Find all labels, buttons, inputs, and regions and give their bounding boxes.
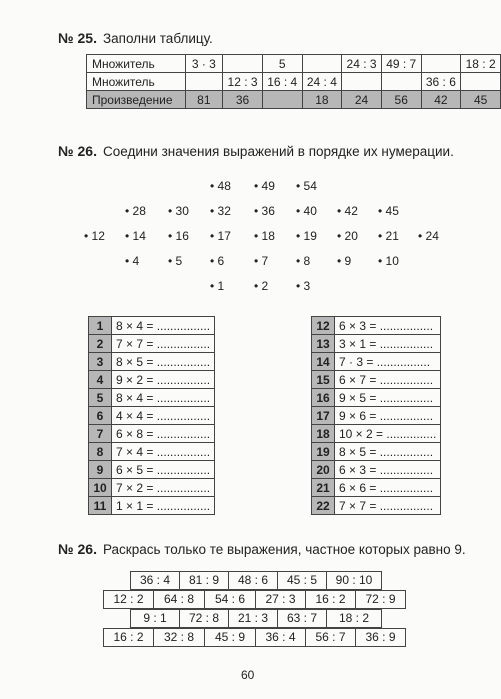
expression[interactable]: 3 × 1 = ................ <box>335 335 441 353</box>
dot-point[interactable]: • 32 <box>210 204 231 218</box>
row-number: 11 <box>89 497 112 515</box>
expression[interactable]: 6 × 3 = ................ <box>335 461 441 479</box>
table-row-multiplier-1 <box>87 55 501 73</box>
expression[interactable]: 10 × 2 = ............... <box>335 425 441 443</box>
dot-point[interactable]: • 20 <box>337 229 358 243</box>
dot-point[interactable]: • 2 <box>254 279 269 293</box>
division-cell[interactable]: 16 : 2 <box>305 590 356 609</box>
task-25-number: № 25. <box>58 30 97 46</box>
table-cell[interactable] <box>342 73 382 91</box>
table-row <box>89 443 215 461</box>
row-number: 2 <box>89 335 112 353</box>
dot-point[interactable]: • 19 <box>296 229 317 243</box>
expression[interactable]: 4 × 4 = ................ <box>112 407 215 425</box>
dot-point[interactable]: • 14 <box>125 229 146 243</box>
dot-point[interactable]: • 40 <box>296 204 317 218</box>
division-cell[interactable]: 9 : 1 <box>130 609 180 628</box>
row-number: 4 <box>89 371 112 389</box>
table-cell[interactable]: 81 <box>185 91 223 109</box>
expression[interactable]: 8 × 5 = ................ <box>112 353 215 371</box>
row-number: 6 <box>89 407 112 425</box>
table-row <box>312 317 441 335</box>
table-row <box>89 317 215 335</box>
row-number: 15 <box>312 371 335 389</box>
expression[interactable]: 6 × 6 = ................ <box>335 479 441 497</box>
table-row <box>89 389 215 407</box>
dot-point[interactable]: • 30 <box>168 204 189 218</box>
expression[interactable]: 7 × 4 = ................ <box>112 443 215 461</box>
page-number: 60 <box>241 668 255 682</box>
dot-point[interactable]: • 36 <box>254 204 275 218</box>
table-cell[interactable]: 36 <box>223 91 263 109</box>
division-cell[interactable]: 56 : 7 <box>305 628 356 647</box>
division-row-3 <box>131 609 382 628</box>
division-cell[interactable]: 64 : 8 <box>153 590 205 609</box>
row-label: Множитель <box>87 73 186 91</box>
table-row <box>312 371 441 389</box>
task-26b-title: Раскрась только те выражения, частное которых равно 9. <box>102 542 466 557</box>
table-cell[interactable] <box>185 73 223 91</box>
dot-point[interactable]: • 7 <box>254 254 269 268</box>
task-26b-heading <box>58 541 466 557</box>
table-row <box>312 425 441 443</box>
expression[interactable]: 9 × 6 = ................ <box>335 407 441 425</box>
task-26a-number: № 26. <box>58 143 97 159</box>
division-cell[interactable]: 36 : 9 <box>355 628 406 647</box>
table-cell[interactable] <box>421 55 461 73</box>
table-row <box>312 479 441 497</box>
row-label: Произведение <box>87 91 186 109</box>
row-number: 1 <box>89 317 112 335</box>
table-cell[interactable]: 36 : 6 <box>421 73 461 91</box>
expression[interactable]: 7 × 2 = ................ <box>112 479 215 497</box>
division-row-1 <box>131 571 382 590</box>
row-number: 22 <box>312 497 335 515</box>
table-row <box>89 353 215 371</box>
dot-point[interactable]: • 10 <box>378 254 399 268</box>
table-row <box>312 461 441 479</box>
division-cell[interactable]: 12 : 2 <box>103 590 154 609</box>
row-number: 14 <box>312 353 335 371</box>
task-26a-heading <box>58 143 454 159</box>
division-cell[interactable]: 27 : 3 <box>255 590 306 609</box>
dot-point[interactable]: • 54 <box>296 179 317 193</box>
table-row <box>312 389 441 407</box>
table-cell[interactable]: 18 <box>302 91 342 109</box>
table-cell[interactable] <box>461 73 501 91</box>
table-row <box>89 407 215 425</box>
dot-point[interactable]: • 6 <box>210 254 225 268</box>
row-number: 5 <box>89 389 112 407</box>
row-number: 18 <box>312 425 335 443</box>
dot-point[interactable]: • 42 <box>337 204 358 218</box>
dot-point[interactable]: • 45 <box>378 204 399 218</box>
table-row <box>312 497 441 515</box>
expression[interactable]: 6 × 3 = ................ <box>335 317 441 335</box>
task-25-table <box>86 54 501 109</box>
table-row <box>89 425 215 443</box>
row-number: 13 <box>312 335 335 353</box>
division-row-4 <box>104 628 406 647</box>
task-26a-title: Соедини значения выражений в порядке их нумерации. <box>102 144 454 159</box>
dot-point[interactable]: • 24 <box>418 229 439 243</box>
division-cell[interactable]: 45 : 9 <box>204 628 256 647</box>
row-number: 20 <box>312 461 335 479</box>
task-25-title: Заполни таблицу. <box>102 31 213 46</box>
division-cell[interactable]: 54 : 6 <box>204 590 256 609</box>
expression[interactable]: 1 × 1 = ................ <box>112 497 215 515</box>
table-row <box>89 461 215 479</box>
row-number: 7 <box>89 425 112 443</box>
dot-point[interactable]: • 8 <box>296 254 311 268</box>
table-cell[interactable]: 24 : 4 <box>302 73 342 91</box>
table-row <box>312 443 441 461</box>
row-number: 17 <box>312 407 335 425</box>
table-cell[interactable] <box>381 73 421 91</box>
division-cell[interactable]: 81 : 9 <box>179 571 229 590</box>
row-number: 9 <box>89 461 112 479</box>
division-cell[interactable]: 36 : 4 <box>255 628 306 647</box>
table-row <box>89 479 215 497</box>
division-cell[interactable]: 21 : 3 <box>228 609 278 628</box>
row-number: 10 <box>89 479 112 497</box>
expression[interactable]: 9 × 2 = ................ <box>112 371 215 389</box>
table-row-multiplier-2 <box>87 73 501 91</box>
expression[interactable]: 8 × 4 = ................ <box>112 317 215 335</box>
table-cell[interactable]: 56 <box>381 91 421 109</box>
row-number: 3 <box>89 353 112 371</box>
table-row <box>312 353 441 371</box>
dot-point[interactable]: • 48 <box>210 179 231 193</box>
division-cell[interactable]: 72 : 9 <box>355 590 406 609</box>
table-cell[interactable]: 45 <box>461 91 501 109</box>
table-cell[interactable]: 24 <box>342 91 382 109</box>
table-row <box>89 335 215 353</box>
task-25-heading <box>58 30 213 46</box>
expressions-table-right <box>311 316 441 515</box>
expressions-table-left <box>88 316 215 515</box>
dot-point[interactable]: • 49 <box>254 179 275 193</box>
dot-point[interactable]: • 18 <box>254 229 275 243</box>
division-cell[interactable]: 72 : 8 <box>179 609 229 628</box>
dot-point[interactable]: • 16 <box>168 229 189 243</box>
division-cell[interactable]: 32 : 8 <box>153 628 205 647</box>
row-number: 21 <box>312 479 335 497</box>
dot-point[interactable]: • 9 <box>337 254 352 268</box>
expression[interactable]: 6 × 7 = ................ <box>335 371 441 389</box>
table-row <box>312 407 441 425</box>
dot-point[interactable]: • 4 <box>125 254 140 268</box>
expression[interactable]: 7 × 7 = ................ <box>335 497 441 515</box>
dot-point[interactable]: • 17 <box>210 229 231 243</box>
row-number: 12 <box>312 317 335 335</box>
table-cell[interactable]: 49 : 7 <box>381 55 421 73</box>
division-cell[interactable]: 45 : 5 <box>277 571 327 590</box>
dot-point[interactable]: • 5 <box>168 254 183 268</box>
table-cell[interactable]: 3 · 3 <box>185 55 223 73</box>
row-number: 19 <box>312 443 335 461</box>
table-cell[interactable]: 16 : 4 <box>262 73 302 91</box>
dot-point[interactable]: • 3 <box>296 279 311 293</box>
dot-point[interactable]: • 1 <box>210 279 225 293</box>
table-row <box>89 371 215 389</box>
table-cell[interactable]: 12 : 3 <box>223 73 263 91</box>
expression[interactable]: 7 · 3 = ................ <box>335 353 441 371</box>
division-cell[interactable]: 16 : 2 <box>103 628 154 647</box>
dot-point[interactable]: • 21 <box>378 229 399 243</box>
dot-point[interactable]: • 12 <box>84 229 105 243</box>
table-row <box>89 497 215 515</box>
table-cell[interactable]: 5 <box>262 55 302 73</box>
division-cell[interactable]: 90 : 10 <box>326 571 382 590</box>
table-row-product <box>87 91 501 109</box>
table-row <box>312 335 441 353</box>
division-row-2 <box>104 590 406 609</box>
division-cell[interactable]: 63 : 7 <box>277 609 327 628</box>
table-cell[interactable]: 24 : 3 <box>342 55 382 73</box>
row-number: 16 <box>312 389 335 407</box>
expression[interactable]: 7 × 7 = ................ <box>112 335 215 353</box>
task-26b-number: № 26. <box>58 541 97 557</box>
expression[interactable]: 6 × 8 = ................ <box>112 425 215 443</box>
expression[interactable]: 8 × 4 = ................ <box>112 389 215 407</box>
dot-point[interactable]: • 28 <box>125 204 146 218</box>
expression[interactable]: 8 × 5 = ................ <box>335 443 441 461</box>
table-cell[interactable] <box>262 91 302 109</box>
expression[interactable]: 6 × 5 = ................ <box>112 461 215 479</box>
division-cell[interactable]: 18 : 2 <box>326 609 382 628</box>
division-cell[interactable]: 48 : 6 <box>228 571 278 590</box>
division-cell[interactable]: 36 : 4 <box>130 571 180 590</box>
expression[interactable]: 9 × 5 = ................ <box>335 389 441 407</box>
row-number: 8 <box>89 443 112 461</box>
table-cell[interactable]: 42 <box>421 91 461 109</box>
table-cell[interactable] <box>223 55 263 73</box>
row-label: Множитель <box>87 55 186 73</box>
table-cell[interactable]: 18 : 2 <box>461 55 501 73</box>
table-cell[interactable] <box>302 55 342 73</box>
